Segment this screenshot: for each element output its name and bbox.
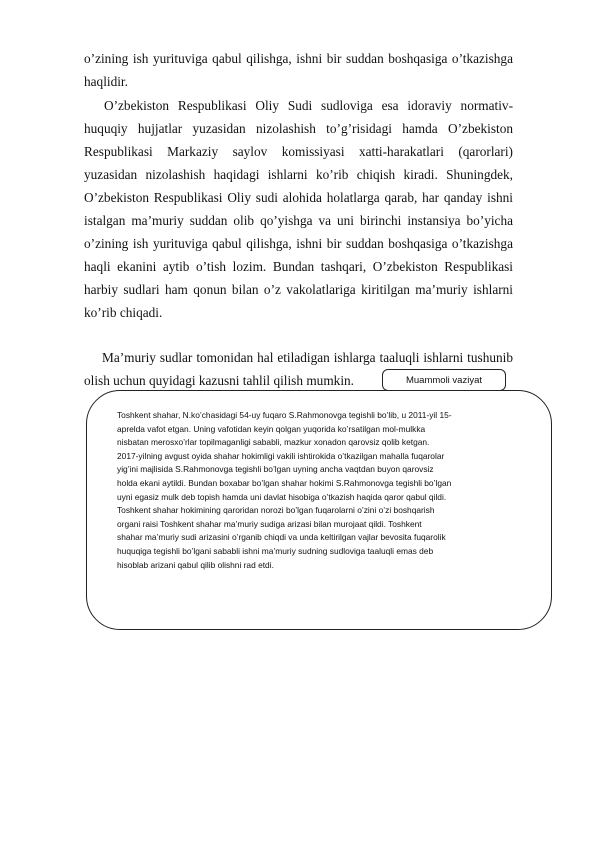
case-line: Toshkent shahar, N.ko’chasidagi 54-uy fuqaro S.Rahmonovga tegishli bo’lib, u 2011-yil 15-: [117, 410, 452, 420]
case-line: yig’ini majlisida S.Rahmonovga tegishli bo’lgan uyning ancha vaqtdan buyon qarovsiz: [117, 464, 434, 475]
case-line: Toshkent shahar hokimining qaroridan norozi bo’lgan fuqarolarni o’zini o’zi boshqarish: [117, 505, 435, 516]
case-study-box: [86, 390, 552, 630]
paragraph-supreme-court: O’zbekiston Respublikasi Oliy Sudi sudloviga esa idoraviy normativ- huquqiy hujjatlar yuzasidan nizolashish to’g’risidagi hamda O’zbekiston Respublikasi Markaziy saylov komissiyasi xatti-harakatlari (qarorlari) yuzasidan nizolashish haqidagi ishlarni ko’rib chiqish kiradi. Shuningdek, O’zbekiston Respublikasi Oliy sudi alohida holatlarga qarab, har qanday ishni istalgan ma’muriy suddan olib qo’yishga va uni birinchi instansiya bo’yicha o’zining ish yurituviga qabul qilishga, ishni bir suddan boshqasiga o’tkazishga haqli ekanini aytib o’tish lozim. Bundan tashqari, O’zbekiston Respublikasi harbiy sudlari ham qonun bilan o’z vakolatlariga kiritilgan ma’muriy ishlarni ko’rib chiqadi.: [84, 98, 513, 320]
case-line: holda ekani aytildi. Bundan boxabar bo’lgan shahar hokimi S.Rahmonovga tegishli bo’lgan: [117, 477, 452, 488]
paragraph-intro: o’zining ish yurituviga qabul qilishga, ishni bir suddan boshqasiga o’tkazishga haqlidir.: [84, 51, 513, 89]
case-line: huquqiga tegishli bo’lgani sababli ishni ma’muriy sudning sudloviga taaluqli emas deb: [117, 545, 434, 556]
case-line: 2017-yilning avgust oyida shahar hokimligi vakili ishtirokida o’tkazilgan mahalla fuqarolar: [117, 450, 445, 461]
paragraph-case-intro: Ma’muriy sudlar tomonidan hal etiladigan ishlarga taaluqli ishlarni tushunib olish uchun quyidagi kazusni tahlil qilish mumkin.: [84, 350, 513, 388]
case-line: hisoblab arizani qabul qilib olishni rad etdi.: [117, 559, 274, 570]
case-line: uyni egasiz mulk deb topish hamda uni davlat hisobiga o’tkazish haqida qaror qabul qildi.: [117, 491, 447, 502]
case-line: aprelda vafot etgan. Uning vafotidan keyin qolgan yuqorida ko’rsatilgan mol-mulkka: [117, 423, 426, 434]
case-study-text: [117, 409, 529, 572]
case-line: organi raisi Toshkent shahar ma’muriy sudiga arizasi bilan murojaat qildi. Toshkent: [117, 518, 422, 529]
case-line: shahar ma’muriy sudi arizasini o’rganib chiqdi va unda keltirilgan vajlar bevosita fuqarolik: [117, 532, 446, 543]
case-line: nisbatan merosxo’rlar topilmaganligi sababli, mazkur xonadon qarovsiz qolib ketgan.: [117, 437, 430, 448]
case-study-tag: Muammoli vaziyat: [382, 369, 506, 391]
